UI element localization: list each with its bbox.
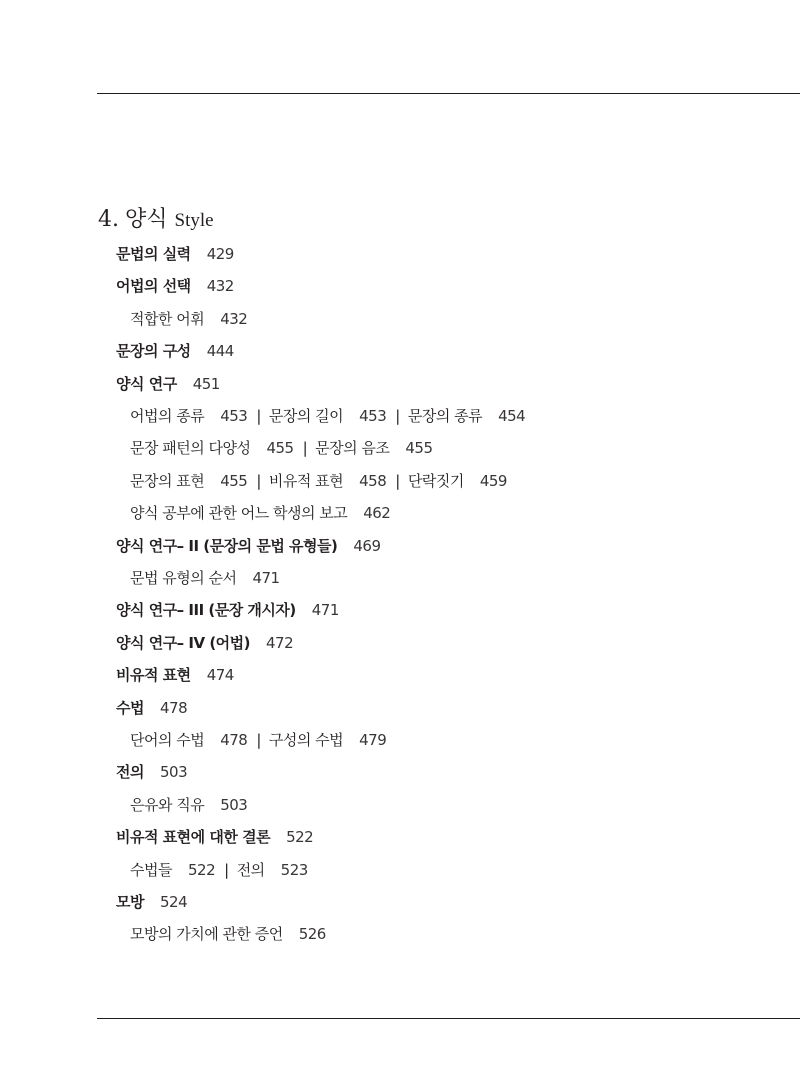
toc-subentry: [130, 502, 390, 524]
entry-title: 단어의 수법: [130, 731, 205, 749]
page-number: 432: [220, 310, 248, 328]
page-number: 429: [206, 245, 234, 263]
entry-title: 문법 유형의 순서: [130, 569, 237, 587]
separator: |: [256, 472, 261, 490]
page-number: 453: [220, 407, 248, 425]
toc-subentry: [130, 405, 525, 427]
toc-entry: [116, 340, 234, 362]
entry-title: 비유적 표현: [268, 472, 344, 490]
page-number: 469: [353, 537, 381, 555]
entry-title: 비유적 표현: [116, 666, 191, 684]
page-number: 503: [220, 796, 248, 814]
entry-title: 비유적 표현에 대한 결론: [116, 828, 271, 846]
page-number: 451: [192, 375, 220, 393]
entry-title: 문장의 종류: [407, 407, 483, 425]
section-title-english: Style: [174, 210, 214, 231]
entry-title: 양식 연구: [116, 375, 177, 393]
entry-title: 모방의 가치에 관한 증언: [130, 925, 283, 943]
toc-entry: [116, 599, 339, 621]
separator: |: [302, 439, 308, 457]
toc-subentry: [130, 437, 433, 459]
toc-subentry: [130, 308, 247, 330]
page-number: 503: [159, 763, 188, 781]
separator: |: [395, 407, 400, 425]
page-number: 471: [311, 601, 339, 619]
toc-entry: [116, 373, 220, 395]
separator: |: [256, 407, 261, 425]
page-number: 478: [159, 699, 188, 717]
entry-title: 문장의 구성: [116, 342, 191, 360]
section-title-korean: 양식: [125, 207, 168, 232]
entry-title: 문장의 음조: [315, 439, 390, 457]
toc-subentry: [130, 923, 326, 945]
toc-subentry: [130, 794, 247, 816]
page-number: 474: [206, 666, 234, 684]
entry-title: 구성의 수법: [268, 731, 344, 749]
section-heading: [98, 203, 214, 238]
entry-title: 적합한 어휘: [130, 310, 205, 328]
page-number: 479: [359, 731, 387, 749]
section-number: 4.: [98, 207, 119, 232]
entry-title: 문장의 길이: [268, 407, 344, 425]
page-number: 526: [298, 925, 326, 943]
page-number: 455: [405, 439, 433, 457]
page-number: 455: [266, 439, 294, 457]
page-number: 472: [266, 634, 294, 652]
toc-subentry: [130, 859, 308, 881]
page-number: 455: [220, 472, 248, 490]
toc-entry: [116, 891, 187, 913]
bottom-rule: [97, 1018, 800, 1019]
page-number: 522: [187, 861, 216, 879]
page-number: 524: [159, 893, 188, 911]
entry-title: 어법의 선택: [116, 277, 191, 295]
toc-subentry: [130, 729, 386, 751]
toc-entry: [116, 275, 234, 297]
entry-title: 전의: [116, 763, 144, 781]
entry-title: 전의: [236, 861, 265, 879]
page-number: 478: [220, 731, 248, 749]
page-number: 444: [206, 342, 234, 360]
entry-title: 양식 공부에 관한 어느 학생의 보고: [130, 504, 348, 522]
page-number: 458: [359, 472, 387, 490]
entry-title: 모방: [116, 893, 144, 911]
entry-title: 문장 패턴의 다양성: [130, 439, 251, 457]
page-number: 432: [206, 277, 234, 295]
entry-title: 어법의 종류: [130, 407, 205, 425]
entry-title: 은유와 직유: [130, 796, 205, 814]
entry-title: 문법의 실력: [116, 245, 191, 263]
entry-title: 양식 연구– III (문장 개시자): [116, 601, 296, 619]
toc-entry: [116, 664, 234, 686]
toc-subentry: [130, 567, 280, 589]
entry-title: 문장의 표현: [130, 472, 205, 490]
page-number: 471: [252, 569, 280, 587]
entry-title: 수법: [116, 699, 144, 717]
separator: |: [256, 731, 261, 749]
page-number: 454: [498, 407, 526, 425]
page-number: 459: [479, 472, 507, 490]
separator: |: [395, 472, 400, 490]
toc-entry: [116, 243, 234, 265]
page-number: 453: [359, 407, 387, 425]
toc-entry: [116, 826, 313, 848]
toc-entry: [116, 632, 293, 654]
toc-entry: [116, 535, 381, 557]
top-rule: [97, 93, 800, 94]
separator: |: [224, 861, 229, 879]
entry-title: 수법들: [130, 861, 172, 879]
page-number: 462: [363, 504, 391, 522]
page-number: 523: [280, 861, 308, 879]
page-number: 522: [286, 828, 314, 846]
toc-entry: [116, 697, 187, 719]
entry-title: 단락짓기: [407, 472, 464, 490]
entry-title: 양식 연구– IV (어법): [116, 634, 251, 652]
toc-entry: [116, 761, 187, 783]
entry-title: 양식 연구– II (문장의 문법 유형들): [116, 537, 338, 555]
toc-subentry: [130, 470, 507, 492]
